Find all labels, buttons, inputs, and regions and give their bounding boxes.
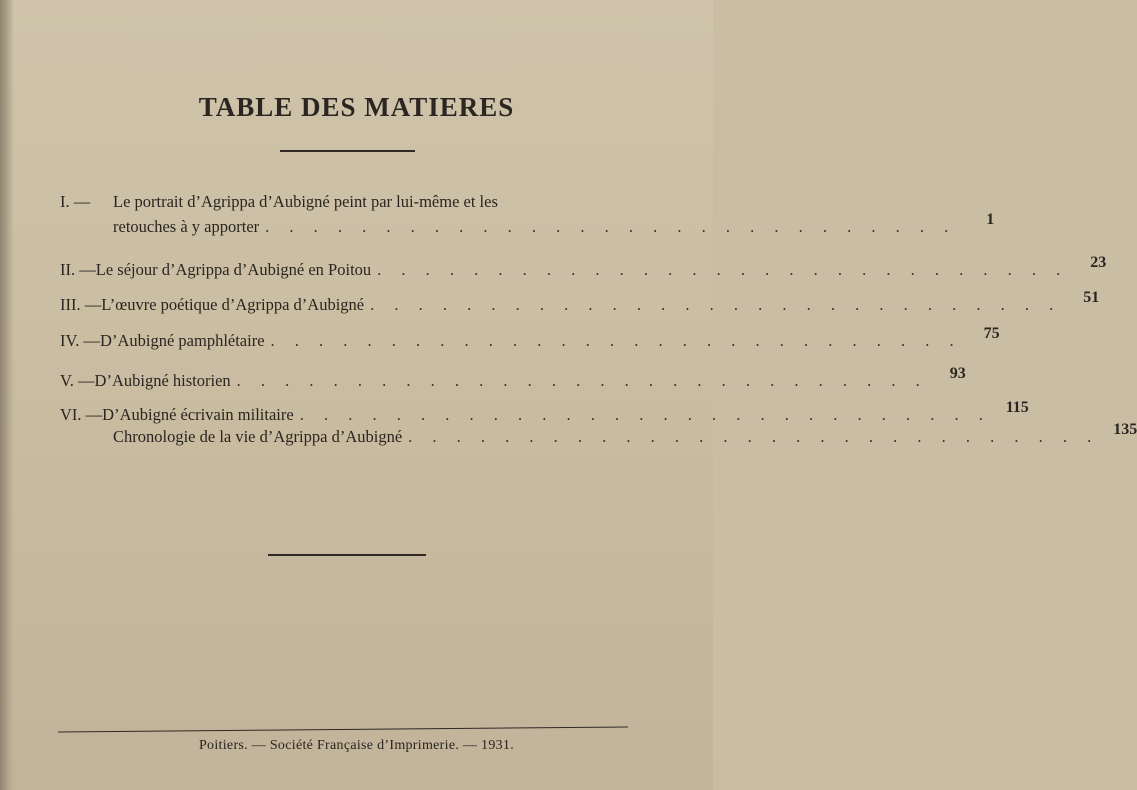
entry-number: III. — (60, 295, 102, 314)
toc-entry-2 (60, 254, 1107, 282)
leader-dots: . . . . . . . . . . . . . . . . . . . . . . . . . . . . . (377, 260, 1069, 279)
printer-imprint: Poitiers. — Société Française d’Imprimerie. — 1931. (198, 738, 515, 753)
entry-title-continued: retouches à y apporter (113, 217, 260, 236)
entry-title: D’Aubigné pamphlétaire (100, 331, 265, 350)
entry-page: 93 (949, 365, 966, 382)
entry-page: 23 (1090, 254, 1107, 271)
toc-entry-4 (60, 325, 1000, 353)
end-divider (268, 554, 426, 556)
entry-title: D’Aubigné écrivain militaire (102, 405, 294, 424)
entry-page: 75 (983, 325, 1000, 342)
entry-title: L’œuvre poétique d’Agrippa d’Aubigné (101, 295, 365, 314)
leader-dots: . . . . . . . . . . . . . . . . . . . . . . . . . . . . . (236, 371, 928, 390)
entry-page: 115 (1005, 399, 1029, 416)
entry-number: I. — (60, 192, 91, 211)
toc-entry-7 (60, 421, 1137, 449)
title-divider (280, 150, 415, 152)
entry-page: 1 (986, 211, 995, 228)
entry-number: VI. — (60, 405, 103, 424)
leader-dots: . . . . . . . . . . . . . . . . . . . . . . . . . . . . . (370, 295, 1062, 314)
toc-entry-1 (60, 191, 995, 239)
entry-number: II. — (60, 260, 96, 279)
leader-dots: . . . . . . . . . . . . . . . . . . . . . . . . . . . . . (265, 217, 957, 236)
entry-title: Le portrait d’Agrippa d’Aubigné peint par lui-même et les (113, 192, 498, 211)
entry-page: 135 (1113, 421, 1137, 438)
toc-entry-5 (60, 365, 966, 393)
entry-number: IV. — (60, 331, 101, 350)
entry-title: Le séjour d’Agrippa d’Aubigné en Poitou (95, 260, 372, 279)
entry-page: 51 (1083, 289, 1100, 306)
entry-title: D’Aubigné historien (94, 371, 231, 390)
toc-entry-6 (60, 399, 1029, 427)
leader-dots: . . . . . . . . . . . . . . . . . . . . . . . . . . . . . (299, 405, 991, 424)
leader-dots: . . . . . . . . . . . . . . . . . . . . . . . . . . . . . (408, 427, 1100, 446)
entry-number: V. — (60, 371, 95, 390)
leader-dots: . . . . . . . . . . . . . . . . . . . . . . . . . . . . . (270, 331, 962, 350)
entry-title: Chronologie de la vie d’Agrippa d’Aubigné (113, 427, 403, 446)
page-title: TABLE DES MATIERES (198, 92, 515, 122)
toc-entry-3 (60, 289, 1100, 317)
